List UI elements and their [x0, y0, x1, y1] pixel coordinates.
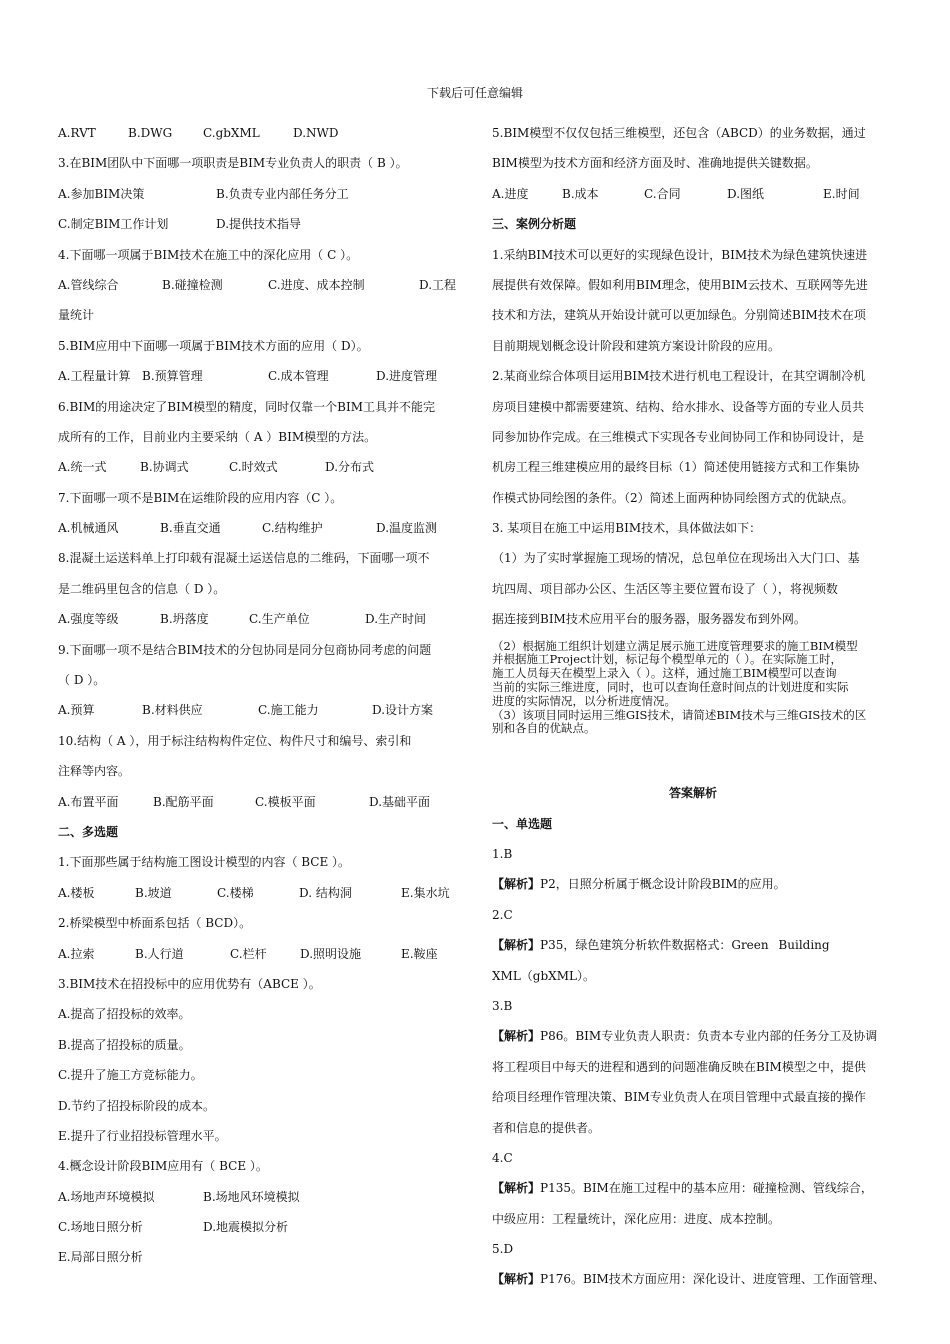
option: B.预算管理 — [142, 369, 203, 384]
option: C.gbXML — [203, 126, 260, 140]
option: D.地震模拟分析 — [203, 1220, 289, 1235]
case-3-line-2: （1）为了实时掌握施工现场的情况，总包单位在现场出入大门口、基 — [492, 551, 860, 566]
option: A.工程量计算 — [58, 369, 131, 384]
option: A.强度等级 — [58, 612, 119, 627]
answers-section-single-choice: 一、单选题 — [492, 816, 553, 831]
option: C.施工能力 — [258, 703, 319, 718]
case-2-line-1: 2.某商业综合体项目运用BIM技术进行机电工程设计，在其空调制冷机 — [492, 369, 866, 384]
analysis-4-line-2: 中级应用：工程量统计，深化应用：进度、成本控制。 — [492, 1211, 781, 1226]
option: D.基础平面 — [369, 794, 431, 809]
option: A.楼板 — [58, 885, 95, 900]
m3-option-e: E.提升了行业招投标管理水平。 — [58, 1128, 227, 1143]
option: D.生产时间 — [365, 612, 427, 627]
analysis-label: 【解析】 — [492, 938, 541, 953]
option: B.人行道 — [135, 946, 184, 961]
m3-option-d: D.节约了招投标阶段的成本。 — [58, 1098, 216, 1113]
case-3-dense-line: （2）根据施工组织计划建立满足展示施工进度管理要求的施工BIM模型 — [492, 639, 858, 653]
question-8-line-1: 8.混凝土运送料单上打印载有混凝土运送信息的二维码，下面哪一项不 — [58, 551, 430, 566]
analysis-text: P35，绿色建筑分析软件数据格式：Green Building — [540, 938, 830, 953]
m3-option-c: C.提升了施工方竞标能力。 — [58, 1068, 203, 1083]
case-1-line-2: 展提供有效保障。假如利用BIM理念，使用BIM云技术、互联网等先进 — [492, 277, 868, 292]
option: A.场地声环境模拟 — [58, 1189, 155, 1204]
case-3-dense-line: 并根据施工Project计划，标记每个模型单元的（ ）。在实际施工时， — [492, 653, 842, 667]
option: C.场地日照分析 — [58, 1220, 143, 1235]
analysis-5 — [492, 1264, 894, 1294]
option: C.楼梯 — [217, 885, 254, 900]
case-3-dense-line: 当前的实际三维进度，同时，也可以查询任意时间点的计划进度和实际 — [492, 681, 849, 695]
case-1-line-3: 技术和方法，建筑从开始设计就可以更加绿色。分别简述BIM技术在项 — [492, 308, 866, 323]
q3-options-1 — [58, 179, 460, 209]
case-3-line-3: 坑四周、项目部办公区、生活区等主要位置布设了（ ），将视频数 — [492, 581, 838, 596]
option: B.垂直交通 — [160, 521, 221, 536]
option: E.集水坑 — [401, 885, 450, 900]
question-4-continued: 量统计 — [58, 308, 95, 323]
question-9-line-1: 9.下面哪一项不是结合BIM技术的分包协同是同分包商协同考虑的问题 — [58, 642, 432, 657]
question-4: 4.下面哪一项属于BIM技术在施工中的深化应用（ C ）。 — [58, 247, 359, 262]
right-column — [492, 118, 894, 1295]
case-2-line-5: 作模式协同绘图的条件。（2）简述上面两种协同绘图方式的优缺点。 — [492, 490, 854, 505]
option: A.参加BIM决策 — [58, 186, 145, 201]
option: C.结构维护 — [262, 521, 323, 536]
option: D.设计方案 — [372, 703, 434, 718]
option: D.分布式 — [325, 460, 375, 475]
question-7: 7.下面哪一项不是BIM在运维阶段的应用内容（C ）。 — [58, 490, 343, 505]
case-2-line-3: 同参加协作完成。在三维模式下实现各专业间协同工作和协同设计，是 — [492, 429, 865, 444]
q2-options — [58, 118, 460, 148]
option: A.进度 — [492, 186, 529, 201]
analysis-3-line-2: 将工程项目中每天的进程和遇到的问题准确反映在BIM模型之中，提供 — [492, 1059, 866, 1074]
option: D.提供技术指导 — [216, 217, 302, 232]
option: D. 结构洞 — [299, 885, 352, 900]
option: A.机械通风 — [58, 521, 119, 536]
multi-question-4: 4.概念设计阶段BIM应用有（ BCE ）。 — [58, 1159, 268, 1174]
q6-options — [58, 452, 460, 482]
analysis-text: P176。BIM技术方面应用：深化设计、进度管理、工作面管理、 — [540, 1272, 885, 1287]
left-column — [58, 118, 460, 1273]
analysis-text: P2，日照分析属于概念设计阶段BIM的应用。 — [540, 877, 786, 892]
option: D.照明设施 — [300, 946, 362, 961]
case-2-line-4: 机房工程三维建模应用的最终目标（1）简述使用链接方式和工作集协 — [492, 460, 860, 475]
option: C.进度、成本控制 — [268, 277, 365, 292]
option: C.合同 — [644, 186, 681, 201]
answer-3: 3.B — [492, 998, 513, 1013]
case-3-dense-block — [492, 635, 894, 737]
question-5: 5.BIM应用中下面哪一项属于BIM技术方面的应用（ D）。 — [58, 338, 369, 353]
analysis-3 — [492, 1021, 894, 1051]
m5-options — [492, 179, 894, 209]
m2-options — [58, 939, 460, 969]
option: A.RVT — [58, 126, 96, 140]
q4-options — [58, 270, 460, 300]
analysis-label: 【解析】 — [492, 1181, 541, 1196]
m4-options-1 — [58, 1182, 460, 1212]
spacer — [492, 736, 894, 778]
option: B.成本 — [562, 186, 599, 201]
m1-options — [58, 878, 460, 908]
option: B.DWG — [128, 126, 173, 140]
analysis-2 — [492, 930, 894, 960]
case-1-line-1: 1.采纳BIM技术可以更好的实现绿色设计，BIM技术为绿色建筑快速进 — [492, 247, 868, 262]
case-3-line-4: 据连接到BIM技术应用平台的服务器，服务器发布到外网。 — [492, 612, 806, 627]
m4-option-e: E.局部日照分析 — [58, 1250, 143, 1265]
case-3-dense-line: （3）该项目同时运用三维GIS技术，请简述BIM技术与三维GIS技术的区 — [492, 708, 867, 722]
option: B.材料供应 — [142, 703, 203, 718]
multi-question-3: 3.BIM技术在招投标中的应用优势有（ABCE ）。 — [58, 976, 321, 991]
option: E.时间 — [823, 186, 860, 201]
analysis-1 — [492, 869, 894, 899]
analysis-label: 【解析】 — [492, 1272, 541, 1287]
option: D.进度管理 — [376, 369, 438, 384]
section-heading-multi-choice: 二、多选题 — [58, 824, 119, 839]
case-3-dense-line: 进度的实际情况，以分析进度情况。 — [492, 694, 676, 708]
analysis-3-line-3: 给项目经理作管理决策、BIM专业负责人在项目管理中式最直接的操作 — [492, 1090, 866, 1105]
question-6-line-1: 6.BIM的用途决定了BIM模型的精度，同时仅靠一个BIM工具并不能完 — [58, 399, 435, 414]
option: A.预算 — [58, 703, 95, 718]
option: D.NWD — [293, 126, 339, 140]
option: B.场地风环境模拟 — [203, 1189, 300, 1204]
analysis-3-line-4: 者和信息的提供者。 — [492, 1120, 601, 1135]
option: E.鞍座 — [401, 946, 438, 961]
answer-5: 5.D — [492, 1242, 514, 1257]
option: C.栏杆 — [230, 946, 267, 961]
option: D.工程 — [419, 277, 457, 292]
question-10-line-2: 注释等内容。 — [58, 764, 131, 779]
analysis-text: P135。BIM在施工过程中的基本应用：碰撞检测、管线综合， — [540, 1181, 873, 1196]
case-1-line-4: 目前期规划概念设计阶段和建筑方案设计阶段的应用。 — [492, 338, 781, 353]
analysis-2-line-2: XML（gbXML）。 — [492, 968, 595, 983]
answer-1: 1.B — [492, 847, 513, 861]
multi-question-5-line-1: 5.BIM模型不仅仅包括三维模型，还包含（ABCD）的业务数据，通过 — [492, 126, 866, 140]
analysis-label: 【解析】 — [492, 877, 541, 892]
m3-option-a: A.提高了招投标的效率。 — [58, 1007, 191, 1022]
case-3-dense-line: 施工人员每天在模型上录入（ ）。这样，通过施工BIM模型可以查询 — [492, 667, 837, 681]
page-header: 下载后可任意编辑 — [426, 86, 523, 100]
question-6-line-2: 成所有的工作，目前业内主要采纳（ A ）BIM模型的方法。 — [58, 429, 377, 444]
section-heading-case-analysis: 三、案例分析题 — [492, 217, 577, 232]
option: B.配筋平面 — [153, 794, 214, 809]
option: B.协调式 — [140, 460, 189, 475]
question-10-line-1: 10.结构（ A ），用于标注结构构件定位、构件尺寸和编号、索引和 — [58, 733, 412, 748]
option: C.模板平面 — [255, 794, 316, 809]
analysis-4 — [492, 1173, 894, 1203]
option: A.拉索 — [58, 946, 95, 961]
m3-option-b: B.提高了招投标的质量。 — [58, 1037, 191, 1052]
q5-options — [58, 361, 460, 391]
m4-options-2 — [58, 1212, 460, 1242]
question-3: 3.在BIM团队中下面哪一项职责是BIM专业负责人的职责（ B ）。 — [58, 156, 408, 171]
question-8-line-2: 是二维码里包含的信息（ D ）。 — [58, 581, 226, 596]
option: B.负责专业内部任务分工 — [216, 186, 349, 201]
option: A.管线综合 — [58, 277, 119, 292]
answer-4: 4.C — [492, 1150, 513, 1165]
option: A.统一式 — [58, 460, 107, 475]
case-2-line-2: 房项目建模中都需要建筑、结构、给水排水、设备等方面的专业人员共 — [492, 399, 865, 414]
analysis-text: P86。BIM专业负责人职责：负责本专业内部的任务分工及协调 — [540, 1029, 878, 1044]
option: C.生产单位 — [249, 612, 310, 627]
multi-question-2: 2.桥梁模型中桥面系包括（ BCD）。 — [58, 916, 252, 931]
q8-options — [58, 604, 460, 634]
case-3-dense-line: 别和各自的优缺点。 — [492, 722, 596, 736]
case-3-line-1: 3. 某项目在施工中运用BIM技术，具体做法如下： — [492, 521, 762, 536]
option: B.碰撞检测 — [162, 277, 223, 292]
option: C.成本管理 — [268, 369, 329, 384]
analysis-label: 【解析】 — [492, 1029, 541, 1044]
option: C.时效式 — [229, 460, 278, 475]
multi-question-1: 1.下面那些属于结构施工图设计模型的内容（ BCE ）。 — [58, 855, 351, 870]
question-9-line-2: （ D ）。 — [58, 673, 106, 688]
q3-options-2 — [58, 209, 460, 239]
option: A.布置平面 — [58, 794, 119, 809]
q7-options — [58, 513, 460, 543]
option: B.坡道 — [135, 885, 172, 900]
q10-options — [58, 787, 460, 817]
answer-2: 2.C — [492, 907, 513, 922]
answers-title: 答案解析 — [668, 786, 717, 801]
option: C.制定BIM工作计划 — [58, 217, 169, 232]
multi-question-5-line-2: BIM模型为技术方面和经济方面及时、准确地提供关键数据。 — [492, 156, 818, 171]
option: B.坍落度 — [160, 612, 209, 627]
option: D.温度监测 — [376, 521, 438, 536]
q9-options — [58, 695, 460, 725]
option: D.图纸 — [727, 186, 765, 201]
